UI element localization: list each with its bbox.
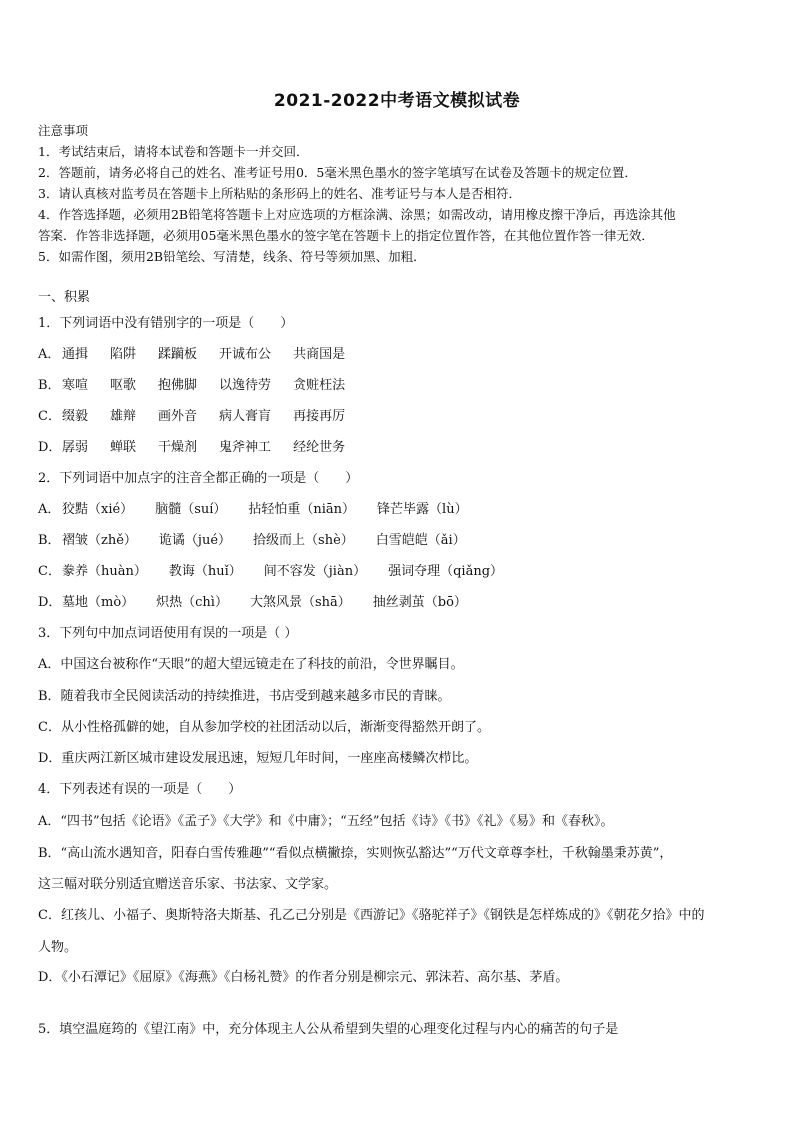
option-word: 鬼斧神工 <box>219 440 272 455</box>
question-2-option-d <box>38 591 489 610</box>
option-word: 教诲（huǐ） <box>168 564 242 579</box>
option-label: B． <box>38 533 61 548</box>
question-2-option-c <box>38 560 525 579</box>
notice-item: 1．考试结束后，请将本试卷和答题卡一并交回． <box>38 144 309 159</box>
question-2-option-b <box>38 529 488 548</box>
question-4-stem: 4．下列表述有误的一项是（ ） <box>38 782 242 797</box>
question-1-stem: 1．下列词语中没有错别字的一项是（ ） <box>38 316 294 331</box>
option-word: 以逸待劳 <box>219 378 272 393</box>
question-1-option-c <box>38 405 367 424</box>
question-1-option-b <box>38 374 367 393</box>
option-word: 病人膏肓 <box>219 409 272 424</box>
option-word: 抽丝剥茧（bō） <box>372 595 467 610</box>
question-2-stem: 2．下列词语中加点字的注音全都正确的一项是（ ） <box>38 471 359 486</box>
option-word: 经纶世务 <box>293 440 346 455</box>
option-label: C． <box>38 409 61 424</box>
question-3-option-b: B．随着我市全民阅读活动的持续推进，书店受到越来越多市民的青睐。 <box>38 689 451 704</box>
option-word: 共商国是 <box>293 347 346 362</box>
section-heading: 一、积累 <box>38 290 91 305</box>
question-4-option-c-line2: 人物。 <box>38 940 78 955</box>
option-word: 白雪皑皑（ǎi） <box>375 533 466 548</box>
option-word: 狡黠（xié） <box>62 502 134 517</box>
option-word: 蝉联 <box>110 440 137 455</box>
option-label: D． <box>38 595 62 610</box>
option-word: 蹂躏板 <box>158 347 198 362</box>
question-4-option-b-line2: 这三幅对联分别适宜赠送音乐家、书法家、文学家。 <box>38 877 338 892</box>
option-word: 抱佛脚 <box>158 378 198 393</box>
question-4-option-d: D．《小石潭记》《屈原》《海燕》《白杨礼赞》的作者分别是柳宗元、郭沫若、高尔基、茅盾。 <box>38 970 569 985</box>
question-3-option-c: C．从小性格孤僻的她，自从参加学校的社团活动以后，渐渐变得豁然开朗了。 <box>38 720 490 735</box>
option-word: 缀毅 <box>62 409 89 424</box>
option-word: 寒喧 <box>62 378 89 393</box>
option-word: 诡谲（jué） <box>158 533 232 548</box>
notice-item: 2．答题前，请务必将自己的姓名、准考证号用0．5毫米黑色墨水的签字笔填写在试卷及答题卡的规定位置． <box>38 165 637 180</box>
question-2-option-a <box>38 498 490 517</box>
notice-heading: 注意事项 <box>38 123 89 138</box>
option-word: 开诚布公 <box>219 347 272 362</box>
option-word: 呕歌 <box>110 378 137 393</box>
question-4-option-c-line1: C．红孩儿、小福子、奥斯特洛夫斯基、孔乙己分别是《西游记》《骆驼祥子》《钢铁是怎样炼成的》《朝花夕拾》中的 <box>38 908 705 923</box>
question-4-option-a: A．“四书”包括《论语》《孟子》《大学》和《中庸》；“五经”包括《诗》《书》《礼》《易》和《春秋》。 <box>38 814 614 829</box>
option-word: 强词夺理（qiǎng） <box>388 564 504 579</box>
option-word: 锋芒毕露（lù） <box>377 502 468 517</box>
option-word: 炽热（chì） <box>156 595 228 610</box>
question-3-option-d: D．重庆两江新区城市建设发展迅速，短短几年时间，一座座高楼鳞次栉比。 <box>38 751 478 766</box>
option-word: 豢养（huàn） <box>62 564 147 579</box>
question-1-option-d <box>38 436 367 455</box>
question-5-stem: 5．填空温庭筠的《望江南》中，充分体现主人公从希望到失望的心理变化过程与内心的痛苦的句子是 <box>38 1022 619 1037</box>
option-word: 陷阱 <box>110 347 137 362</box>
option-word: 再接再厉 <box>293 409 346 424</box>
option-word: 孱弱 <box>62 440 89 455</box>
option-word: 脑髓（suí） <box>155 502 227 517</box>
option-word: 大煞风景（shā） <box>249 595 351 610</box>
option-word: 拾级而上（shè） <box>253 533 354 548</box>
option-label: A． <box>38 502 61 517</box>
option-word: 间不容发（jiàn） <box>263 564 367 579</box>
notice-item: 5．如需作图，须用2B铅笔绘、写清楚，线条、符号等须加黑、加粗． <box>38 249 426 264</box>
page-title: 2021-2022中考语文模拟试卷 <box>273 91 521 111</box>
option-word: 墓地（mò） <box>62 595 135 610</box>
question-4-option-b-line1: B．“高山流水遇知音，阳春白雪传雅趣”“看似点横撇捺，实则恢弘豁达”“万代文章尊李杜，千秋翰墨秉苏黄”， <box>38 846 673 861</box>
option-word: 贪赃枉法 <box>293 378 346 393</box>
question-3-option-a: A．中国这台被称作“天眼”的超大望远镜走在了科技的前沿，令世界瞩目。 <box>38 657 464 672</box>
option-label: D． <box>38 440 62 455</box>
option-word: 通揖 <box>62 347 89 362</box>
option-word: 拈轻怕重（niān） <box>248 502 356 517</box>
notice-item: 3．请认真核对监考员在答题卡上所粘贴的条形码上的姓名、准考证号与本人是否相符． <box>38 186 521 201</box>
question-1-option-a <box>38 343 367 362</box>
option-word: 褶皱（zhě） <box>62 533 137 548</box>
option-word: 干燥剂 <box>158 440 198 455</box>
notice-item: 答案．作答非选择题，必须用05毫米黑色墨水的签字笔在答题卡上的指定位置作答，在其他位置作答一律无效． <box>38 228 654 243</box>
option-label: C． <box>38 564 61 579</box>
option-label: A． <box>38 347 61 362</box>
option-label: B． <box>38 378 61 393</box>
notice-item: 4．作答选择题，必须用2B铅笔将答题卡上对应选项的方框涂满、涂黑；如需改动，请用橡皮擦干净后，再选涂其他 <box>38 207 676 222</box>
notice-block <box>38 120 762 267</box>
option-word: 画外音 <box>158 409 198 424</box>
option-word: 雄辩 <box>110 409 137 424</box>
question-3-stem: 3．下列句中加点词语使用有误的一项是（ ） <box>38 626 298 641</box>
